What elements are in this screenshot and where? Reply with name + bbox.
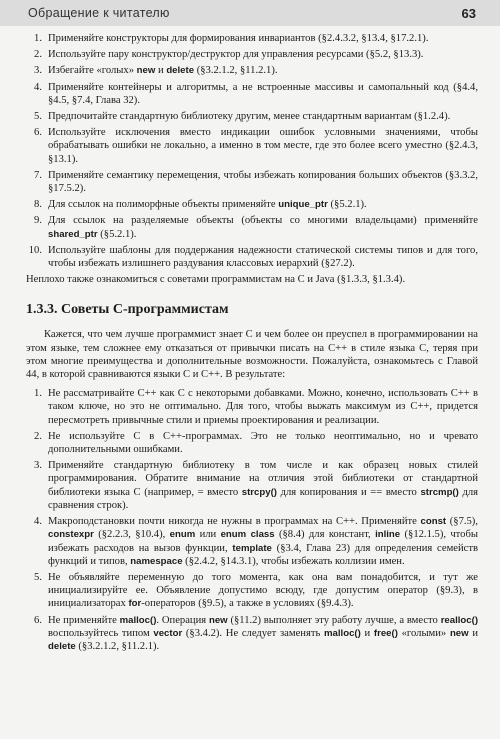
list-item-number: 7.	[34, 169, 42, 181]
list-item-number: 2.	[34, 430, 42, 442]
list-item-number: 5.	[34, 111, 42, 123]
list-item-text: Не рассматривайте C++ как C с некоторыми добавками. Можно, конечно, использовать C++ в таком ключе, но это не оптимально. Для того, чтобы выжать максимум из C++, придется пересмотреть привычные стили и приемы проектирования и реализации.	[48, 388, 478, 426]
list-item-text: Для ссылок на полиморфные объекты применяйте unique_ptr (§5.2.1).	[48, 199, 367, 211]
list-item	[26, 198, 478, 211]
running-title: Обращение к читателю	[28, 6, 170, 20]
section-heading: 1.3.3. Советы C-программистам	[26, 302, 229, 318]
list-item	[26, 430, 478, 456]
list-item-text: Используйте шаблоны для поддержания надежности статической системы типов и для того, чтобы избежать излишнего раздувания классовых иерархий (§27.2).	[48, 244, 478, 270]
list-item-text: Макроподстановки почти никогда не нужны в программах на C++. Применяйте const (§7.5), constexpr (§2.2.3, §10.4), enum или enum class (§8.4) для констант, inline (§12.1.5), чтобы избежать расходов на вызов функции, template (§3.4, Глава 23) для определения семейств функций и типов, namespace (§2.4.2, §14.3.1), чтобы избежать коллизии имен.	[48, 516, 478, 567]
list-item	[26, 32, 478, 45]
list-item-text: Используйте исключения вместо индикации ошибок условными значениями, чтобы обрабатывать ошибки не локально, а именно в том месте, где это более всего уместно (§2.4.3, §13.1).	[48, 127, 478, 165]
list-item-number: 6.	[34, 127, 42, 139]
list-item	[26, 81, 478, 107]
running-header	[0, 0, 500, 26]
list-item-number: 3.	[34, 460, 42, 472]
page-number: 63	[461, 5, 476, 21]
list-item	[26, 571, 478, 611]
list-item	[26, 64, 478, 77]
list-item-number: 1.	[34, 388, 42, 400]
list-item-number: 10.	[28, 244, 42, 256]
list-item-text: Не используйте C в C++-программах. Это не только неоптимально, но и чревато дополнительными ошибками.	[48, 430, 478, 456]
list-item	[26, 214, 478, 240]
list-item-text: Предпочитайте стандартную библиотеку другим, менее стандартным вариантам (§1.2.4).	[48, 111, 451, 123]
list-item	[26, 515, 478, 568]
list-item-text: Не применяйте malloc(). Операция new (§11.2) выполняет эту работу лучше, а вместо realloc() воспользуйтесь типом vector (§3.4.2). Не следует заменять malloc() и free() «голыми» new и delete (§3.2.1.2, §11.2.1).	[48, 614, 479, 652]
list-item-number: 3.	[34, 65, 42, 77]
list-item	[26, 169, 478, 195]
list-item-text: Для ссылок на разделяемые объекты (объекты со многими владельцами) применяйте shared_ptr (§5.2.1).	[48, 215, 478, 240]
list-item-number: 4.	[34, 81, 42, 93]
list-item-text: Применяйте контейнеры и алгоритмы, а не встроенные массивы и самопальный код (§4.4, §4.5, §7.4, Глава 32).	[48, 81, 478, 106]
list-item-text: Применяйте конструкторы для формирования инвариантов (§2.4.3.2, §13.4, §17.2.1).	[48, 33, 429, 44]
list-item	[26, 387, 478, 427]
advice-list-c-programmers	[26, 387, 478, 653]
list-item-text: Применяйте семантику перемещения, чтобы избежать копирования больших объектов (§3.3.2, §17.5.2).	[48, 169, 478, 195]
list-item	[26, 459, 478, 512]
advice-list-general	[26, 32, 478, 270]
list-item-number: 6.	[34, 614, 42, 626]
list-item	[26, 110, 478, 123]
list-item-text: Применяйте стандартную библиотеку в том числе и как образец новых стилей программирования. Обратите внимание на отличия этой библиотеки от стандартной библиотеки языка C (например, = вместо strcpy() для копирования и == вместо strcmp() для сравнения строк).	[48, 460, 478, 511]
list-item-number: 2.	[34, 49, 42, 61]
list-item-text: Избегайте «голых» new и delete (§3.2.1.2, §11.2.1).	[48, 65, 278, 77]
list-item-text: Не объявляйте переменную до того момента, как она вам понадобится, и тут же инициализируйте ее. Объявление допустимо всюду, где допустим оператор (§9.3), в инициализаторах for-операторов (§9.5), а также в условиях (§9.4.3).	[48, 571, 478, 610]
list-item-number: 4.	[34, 516, 42, 528]
list-item-number: 8.	[34, 199, 42, 211]
list-item	[26, 244, 478, 270]
intro-paragraph: Кажется, что чем лучше программист знает C и чем более он преуспел в программировании на этом языке, тем сложнее ему отказаться от привычки писать на C++ в стиле языка C, теряя при этом многие преимущества и дополнительные возможности. Пожалуйста, ознакомьтесь с Главой 44, в которой сравниваются языки C и C++. В результате:	[26, 329, 478, 381]
closing-paragraph: Неплохо также ознакомиться с советами программистам на C и Java (§1.3.3, §1.3.4).	[26, 274, 406, 286]
list-item-number: 5.	[34, 571, 42, 583]
page-content	[26, 32, 478, 656]
list-item	[26, 48, 478, 61]
list-item	[26, 614, 478, 654]
list-item	[26, 126, 478, 166]
list-item-number: 9.	[34, 215, 42, 227]
list-item-text: Используйте пару конструктор/деструктор для управления ресурсами (§5.2, §13.3).	[48, 49, 424, 61]
list-item-number: 1.	[34, 33, 42, 44]
